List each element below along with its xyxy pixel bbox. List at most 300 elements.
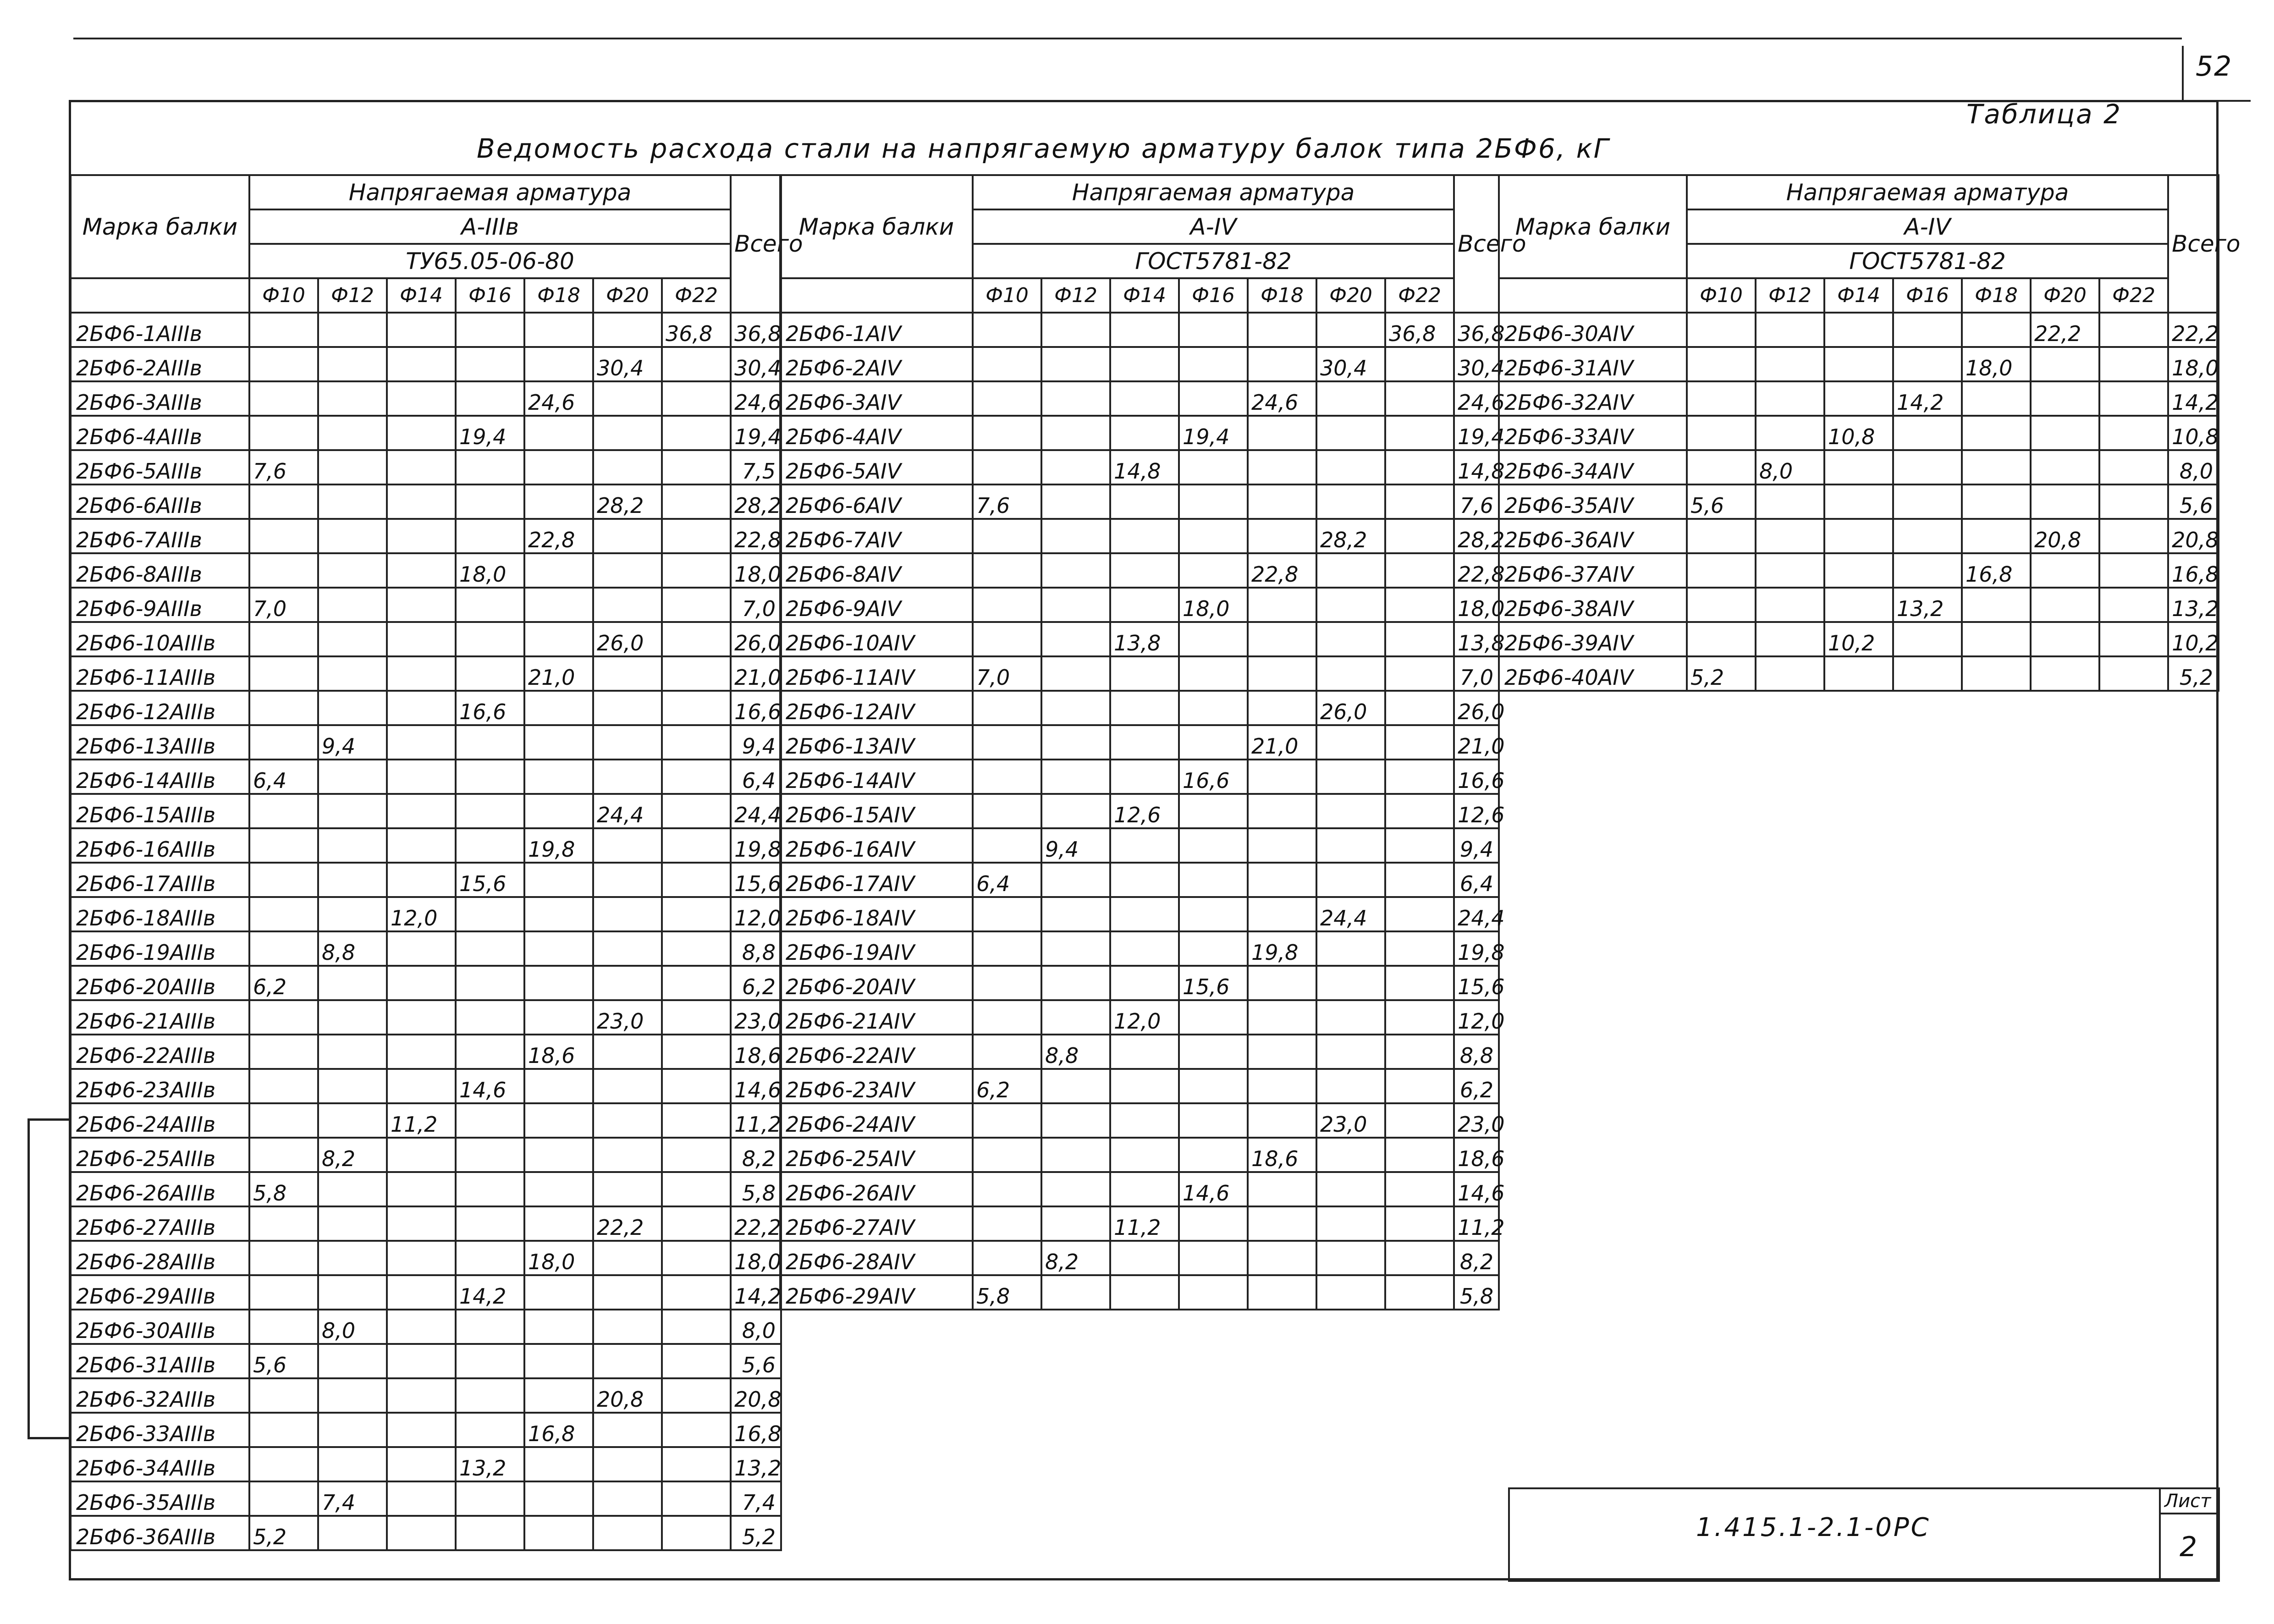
total-cell: 18,0 [731,553,781,588]
steel-weight-cell [1316,622,1385,656]
total-cell: 8,2 [731,1138,781,1172]
steel-weight-cell [456,1310,524,1344]
steel-weight-cell [387,1413,456,1447]
beam-mark: 2БФ6-10АIV [780,622,973,656]
steel-weight-cell [593,519,662,553]
total-cell: 12,0 [731,897,781,931]
steel-weight-cell [524,1310,593,1344]
document-code: 1.415.1-2.1-0РС [1696,1513,1931,1542]
steel-weight-cell [1824,347,1893,381]
steel-weight-cell [1179,931,1248,966]
steel-weight-cell [1893,313,1962,347]
steel-weight-cell [973,1103,1041,1138]
steel-weight-cell [249,416,318,450]
total-cell: 18,0 [2168,347,2219,381]
steel-weight-cell [1041,450,1110,484]
steel-weight-cell [593,381,662,416]
sheet-label: Лист [2164,1491,2211,1512]
table-row [780,1206,1499,1241]
steel-weight-cell [1110,863,1179,897]
steel-weight-cell [1248,760,1316,794]
steel-weight-cell [1385,1000,1454,1035]
steel-weight-cell [1110,1069,1179,1103]
table-row [780,931,1499,966]
steel-weight-cell [1110,1103,1179,1138]
steel-weight-cell [1385,691,1454,725]
steel-weight-cell [973,1138,1041,1172]
steel-weight-cell [1893,519,1962,553]
steel-weight-cell [973,381,1041,416]
steel-weight-cell [1824,484,1893,519]
steel-weight-cell [662,1172,731,1206]
steel-weight-cell [662,347,731,381]
steel-weight-cell [2099,622,2168,656]
steel-weight-cell [249,725,318,760]
total-cell: 18,6 [731,1035,781,1069]
beam-mark: 2БФ6-29АIV [780,1275,973,1310]
steel-weight-cell [1248,1172,1316,1206]
steel-weight-cell [593,828,662,863]
steel-weight-cell [1179,519,1248,553]
steel-weight-cell [662,1103,731,1138]
beam-mark: 2БФ6-11АIIIв [71,656,249,691]
steel-weight-cell [1962,484,2031,519]
steel-weight-cell [593,1447,662,1481]
steel-weight-cell [2031,656,2099,691]
steel-weight-cell [1824,553,1893,588]
steel-weight-cell [1248,691,1316,725]
steel-weight-cell [1110,347,1179,381]
steel-weight-cell: 14,2 [1893,381,1962,416]
steel-weight-cell: 5,8 [249,1172,318,1206]
steel-weight-cell [973,313,1041,347]
table-row [71,313,781,347]
steel-weight-cell: 24,6 [1248,381,1316,416]
steel-weight-cell [1041,622,1110,656]
steel-weight-cell [1248,794,1316,828]
steel-weight-cell [1248,1035,1316,1069]
total-cell: 6,4 [1454,863,1499,897]
steel-weight-cell: 20,8 [2031,519,2099,553]
steel-weight-cell [318,1206,387,1241]
table-row [1499,450,2219,484]
steel-weight-cell [2099,519,2168,553]
steel-weight-cell [318,1413,387,1447]
beam-mark: 2БФ6-6АIV [780,484,973,519]
table-row [71,588,781,622]
header-group: Напрягаемая арматура [973,175,1454,209]
steel-weight-cell: 22,2 [593,1206,662,1241]
page-number-frame-left [2182,46,2184,101]
total-cell: 7,4 [731,1481,781,1516]
frame-top [69,100,2219,102]
table-row [780,1172,1499,1206]
steel-weight-cell [249,1275,318,1310]
header-standard: ГОСТ5781-82 [973,244,1454,278]
steel-weight-cell [1041,1069,1110,1103]
steel-weight-cell [1110,966,1179,1000]
table-row [780,484,1499,519]
header-diameter: Ф20 [2031,278,2099,313]
steel-weight-cell: 21,0 [1248,725,1316,760]
steel-weight-cell [973,1172,1041,1206]
steel-weight-cell [593,1413,662,1447]
steel-weight-cell [524,588,593,622]
table-row [1499,347,2219,381]
steel-weight-cell: 7,0 [249,588,318,622]
beam-mark: 2БФ6-4АIV [780,416,973,450]
steel-weight-cell [662,622,731,656]
total-cell: 7,0 [1454,656,1499,691]
steel-weight-cell: 11,2 [387,1103,456,1138]
steel-weight-cell [1316,484,1385,519]
steel-weight-cell [318,313,387,347]
beam-mark: 2БФ6-13АIV [780,725,973,760]
steel-weight-cell [524,1378,593,1413]
beam-mark: 2БФ6-14АIV [780,760,973,794]
steel-weight-cell [593,1172,662,1206]
table-a3v [70,174,803,1551]
steel-weight-cell [1248,1241,1316,1275]
steel-weight-cell [593,416,662,450]
steel-weight-cell [456,450,524,484]
total-cell: 36,8 [1454,313,1499,347]
steel-weight-cell [1756,656,1824,691]
total-cell: 14,6 [731,1069,781,1103]
steel-weight-cell [1316,381,1385,416]
steel-weight-cell [456,1206,524,1241]
steel-weight-cell [973,622,1041,656]
table-row [780,588,1499,622]
steel-weight-cell [1687,450,1756,484]
steel-weight-cell [1687,588,1756,622]
steel-weight-cell [249,897,318,931]
steel-weight-cell [524,931,593,966]
table-row [71,1344,781,1378]
beam-mark: 2БФ6-18АIV [780,897,973,931]
beam-mark: 2БФ6-35АIIIв [71,1481,249,1516]
steel-weight-cell [1110,931,1179,966]
beam-mark: 2БФ6-10АIIIв [71,622,249,656]
total-cell: 5,8 [1454,1275,1499,1310]
steel-weight-cell: 22,2 [2031,313,2099,347]
steel-weight-cell [973,519,1041,553]
total-cell: 30,4 [1454,347,1499,381]
page-number: 52 [2196,50,2233,83]
steel-weight-cell: 19,4 [1179,416,1248,450]
beam-mark: 2БФ6-18АIIIв [71,897,249,931]
steel-weight-cell [318,897,387,931]
total-cell: 26,0 [1454,691,1499,725]
beam-mark: 2БФ6-24АIIIв [71,1103,249,1138]
steel-weight-cell [662,1069,731,1103]
steel-weight-cell [1824,313,1893,347]
total-cell: 8,0 [731,1310,781,1344]
steel-weight-cell: 15,6 [456,863,524,897]
steel-weight-cell [593,1241,662,1275]
steel-weight-cell [1893,656,1962,691]
steel-weight-cell [1179,897,1248,931]
steel-weight-cell [1385,450,1454,484]
steel-weight-cell [387,1000,456,1035]
steel-weight-cell [1756,347,1824,381]
steel-weight-cell [387,1378,456,1413]
steel-weight-cell [318,760,387,794]
table-a4-part1 [779,174,1526,1310]
table-row [780,897,1499,931]
steel-weight-cell [662,1378,731,1413]
beam-mark: 2БФ6-23АIV [780,1069,973,1103]
steel-weight-cell [1041,1275,1110,1310]
steel-weight-cell: 10,2 [1824,622,1893,656]
beam-mark: 2БФ6-36АIIIв [71,1516,249,1550]
beam-mark: 2БФ6-34АIIIв [71,1447,249,1481]
steel-weight-cell [1824,450,1893,484]
header-diameter: Ф10 [1687,278,1756,313]
steel-weight-cell [1041,931,1110,966]
steel-weight-cell [456,1241,524,1275]
beam-mark: 2БФ6-35АIV [1499,484,1687,519]
steel-weight-cell [1179,381,1248,416]
steel-weight-cell: 24,4 [1316,897,1385,931]
steel-weight-cell [1110,381,1179,416]
steel-weight-cell [593,450,662,484]
steel-weight-cell [1756,416,1824,450]
steel-weight-cell [593,313,662,347]
steel-weight-cell: 7,6 [249,450,318,484]
steel-weight-cell: 7,0 [973,656,1041,691]
steel-weight-cell [387,1241,456,1275]
steel-weight-cell [973,553,1041,588]
beam-mark: 2БФ6-11АIV [780,656,973,691]
table-a4-part2 [1498,174,2241,692]
steel-weight-cell [1179,1103,1248,1138]
steel-weight-cell: 6,4 [249,760,318,794]
steel-weight-cell [1385,416,1454,450]
steel-weight-cell [387,966,456,1000]
steel-weight-cell [456,828,524,863]
beam-mark: 2БФ6-5АIIIв [71,450,249,484]
table-row [780,1103,1499,1138]
table-row [71,1103,781,1138]
steel-weight-cell [524,484,593,519]
steel-weight-cell [1248,966,1316,1000]
steel-weight-cell: 19,4 [456,416,524,450]
total-cell: 12,0 [1454,1000,1499,1035]
table-row [780,381,1499,416]
total-cell: 30,4 [731,347,781,381]
steel-weight-cell [1316,450,1385,484]
steel-weight-cell [1316,553,1385,588]
steel-weight-cell [1041,588,1110,622]
steel-weight-cell [1316,656,1385,691]
steel-weight-cell [318,450,387,484]
steel-weight-cell [1316,416,1385,450]
steel-weight-cell [387,347,456,381]
table-row [71,828,781,863]
steel-weight-cell: 16,8 [524,1413,593,1447]
header-diameter: Ф12 [1756,278,1824,313]
steel-weight-cell: 18,0 [524,1241,593,1275]
beam-mark: 2БФ6-14АIIIв [71,760,249,794]
steel-weight-cell [318,1103,387,1138]
steel-weight-cell [1179,1275,1248,1310]
steel-weight-cell [1316,588,1385,622]
steel-weight-cell [1248,622,1316,656]
steel-weight-cell [2031,450,2099,484]
steel-weight-cell: 8,0 [1756,450,1824,484]
beam-mark: 2БФ6-34АIV [1499,450,1687,484]
steel-weight-cell [593,863,662,897]
steel-weight-cell [1041,691,1110,725]
steel-weight-cell [2099,416,2168,450]
steel-weight-cell: 23,0 [1316,1103,1385,1138]
total-cell: 16,6 [1454,760,1499,794]
steel-weight-cell [1687,381,1756,416]
steel-weight-cell [249,1481,318,1516]
table-row [1499,588,2219,622]
table-row [71,1378,781,1413]
total-cell: 22,8 [1454,553,1499,588]
table-row [780,519,1499,553]
steel-weight-cell [524,450,593,484]
total-cell: 10,2 [2168,622,2219,656]
steel-weight-cell [1316,313,1385,347]
steel-weight-cell: 13,8 [1110,622,1179,656]
steel-weight-cell [1248,1069,1316,1103]
steel-weight-cell [1041,519,1110,553]
total-cell: 18,6 [1454,1138,1499,1172]
header-diameter: Ф10 [973,278,1041,313]
steel-weight-cell [524,966,593,1000]
steel-weight-cell [593,1138,662,1172]
steel-weight-cell [1041,656,1110,691]
total-cell: 19,8 [1454,931,1499,966]
total-cell: 8,0 [2168,450,2219,484]
beam-mark: 2БФ6-12АIIIв [71,691,249,725]
steel-weight-cell [662,966,731,1000]
steel-weight-cell [1248,656,1316,691]
steel-weight-cell [1041,1206,1110,1241]
steel-weight-cell [1179,1000,1248,1035]
steel-weight-cell [456,484,524,519]
steel-weight-cell [1756,519,1824,553]
steel-weight-cell [524,553,593,588]
steel-weight-cell [249,553,318,588]
header-mark-blank [780,278,973,313]
beam-mark: 2БФ6-27АIIIв [71,1206,249,1241]
beam-mark: 2БФ6-32АIIIв [71,1378,249,1413]
header-mark: Марка балки [71,175,249,278]
steel-weight-cell [1179,484,1248,519]
steel-weight-cell: 18,6 [1248,1138,1316,1172]
total-cell: 8,8 [731,931,781,966]
steel-weight-cell [1316,794,1385,828]
total-cell: 5,8 [731,1172,781,1206]
steel-weight-cell [249,1241,318,1275]
header-diameter: Ф14 [387,278,456,313]
steel-weight-cell [524,725,593,760]
beam-mark: 2БФ6-19АIV [780,931,973,966]
beam-mark: 2БФ6-23АIIIв [71,1069,249,1103]
total-cell: 19,4 [1454,416,1499,450]
table-row [780,1000,1499,1035]
total-cell: 23,0 [1454,1103,1499,1138]
header-mark: Марка балки [1499,175,1687,278]
steel-weight-cell [2099,588,2168,622]
header-diameter: Ф18 [1962,278,2031,313]
steel-weight-cell [1110,313,1179,347]
steel-weight-cell [1385,760,1454,794]
steel-weight-cell [387,760,456,794]
header-diameter: Ф12 [1041,278,1110,313]
steel-weight-cell [1041,484,1110,519]
steel-weight-cell: 12,0 [387,897,456,931]
total-cell: 13,2 [2168,588,2219,622]
table-row [71,1481,781,1516]
steel-weight-cell [662,381,731,416]
steel-weight-cell: 10,8 [1824,416,1893,450]
steel-weight-cell [2099,450,2168,484]
header-diameter: Ф22 [2099,278,2168,313]
steel-weight-cell [1179,863,1248,897]
steel-weight-cell [1316,1172,1385,1206]
total-cell: 5,2 [2168,656,2219,691]
beam-mark: 2БФ6-38АIV [1499,588,1687,622]
total-cell: 24,6 [1454,381,1499,416]
steel-weight-cell [524,1000,593,1035]
steel-weight-cell [456,347,524,381]
steel-weight-cell [456,725,524,760]
table-row [780,1138,1499,1172]
steel-weight-cell [249,313,318,347]
steel-weight-cell [662,1516,731,1550]
total-cell: 10,8 [2168,416,2219,450]
steel-weight-cell: 14,8 [1110,450,1179,484]
total-cell: 14,2 [731,1275,781,1310]
table-row [71,1413,781,1447]
steel-weight-cell [662,794,731,828]
steel-weight-cell [456,1138,524,1172]
table-row [71,966,781,1000]
table-row [71,1035,781,1069]
sheet-number: 2 [2180,1531,2197,1563]
steel-weight-cell [2099,347,2168,381]
table-row [71,1447,781,1481]
steel-weight-cell [662,450,731,484]
header-diameter: Ф20 [593,278,662,313]
steel-weight-cell [524,416,593,450]
steel-weight-cell [1316,1035,1385,1069]
beam-mark: 2БФ6-28АIV [780,1241,973,1275]
steel-weight-cell: 28,2 [1316,519,1385,553]
steel-weight-cell [1248,450,1316,484]
steel-weight-cell [249,347,318,381]
steel-weight-cell [1385,1069,1454,1103]
total-cell: 9,4 [731,725,781,760]
steel-weight-cell [973,897,1041,931]
steel-weight-cell: 20,8 [593,1378,662,1413]
steel-weight-cell [662,760,731,794]
steel-weight-cell [1385,381,1454,416]
total-cell: 23,0 [731,1000,781,1035]
table-row [1499,381,2219,416]
beam-mark: 2БФ6-4АIIIв [71,416,249,450]
steel-weight-cell: 15,6 [1179,966,1248,1000]
beam-mark: 2БФ6-24АIV [780,1103,973,1138]
steel-weight-cell [662,1310,731,1344]
steel-weight-cell [456,313,524,347]
